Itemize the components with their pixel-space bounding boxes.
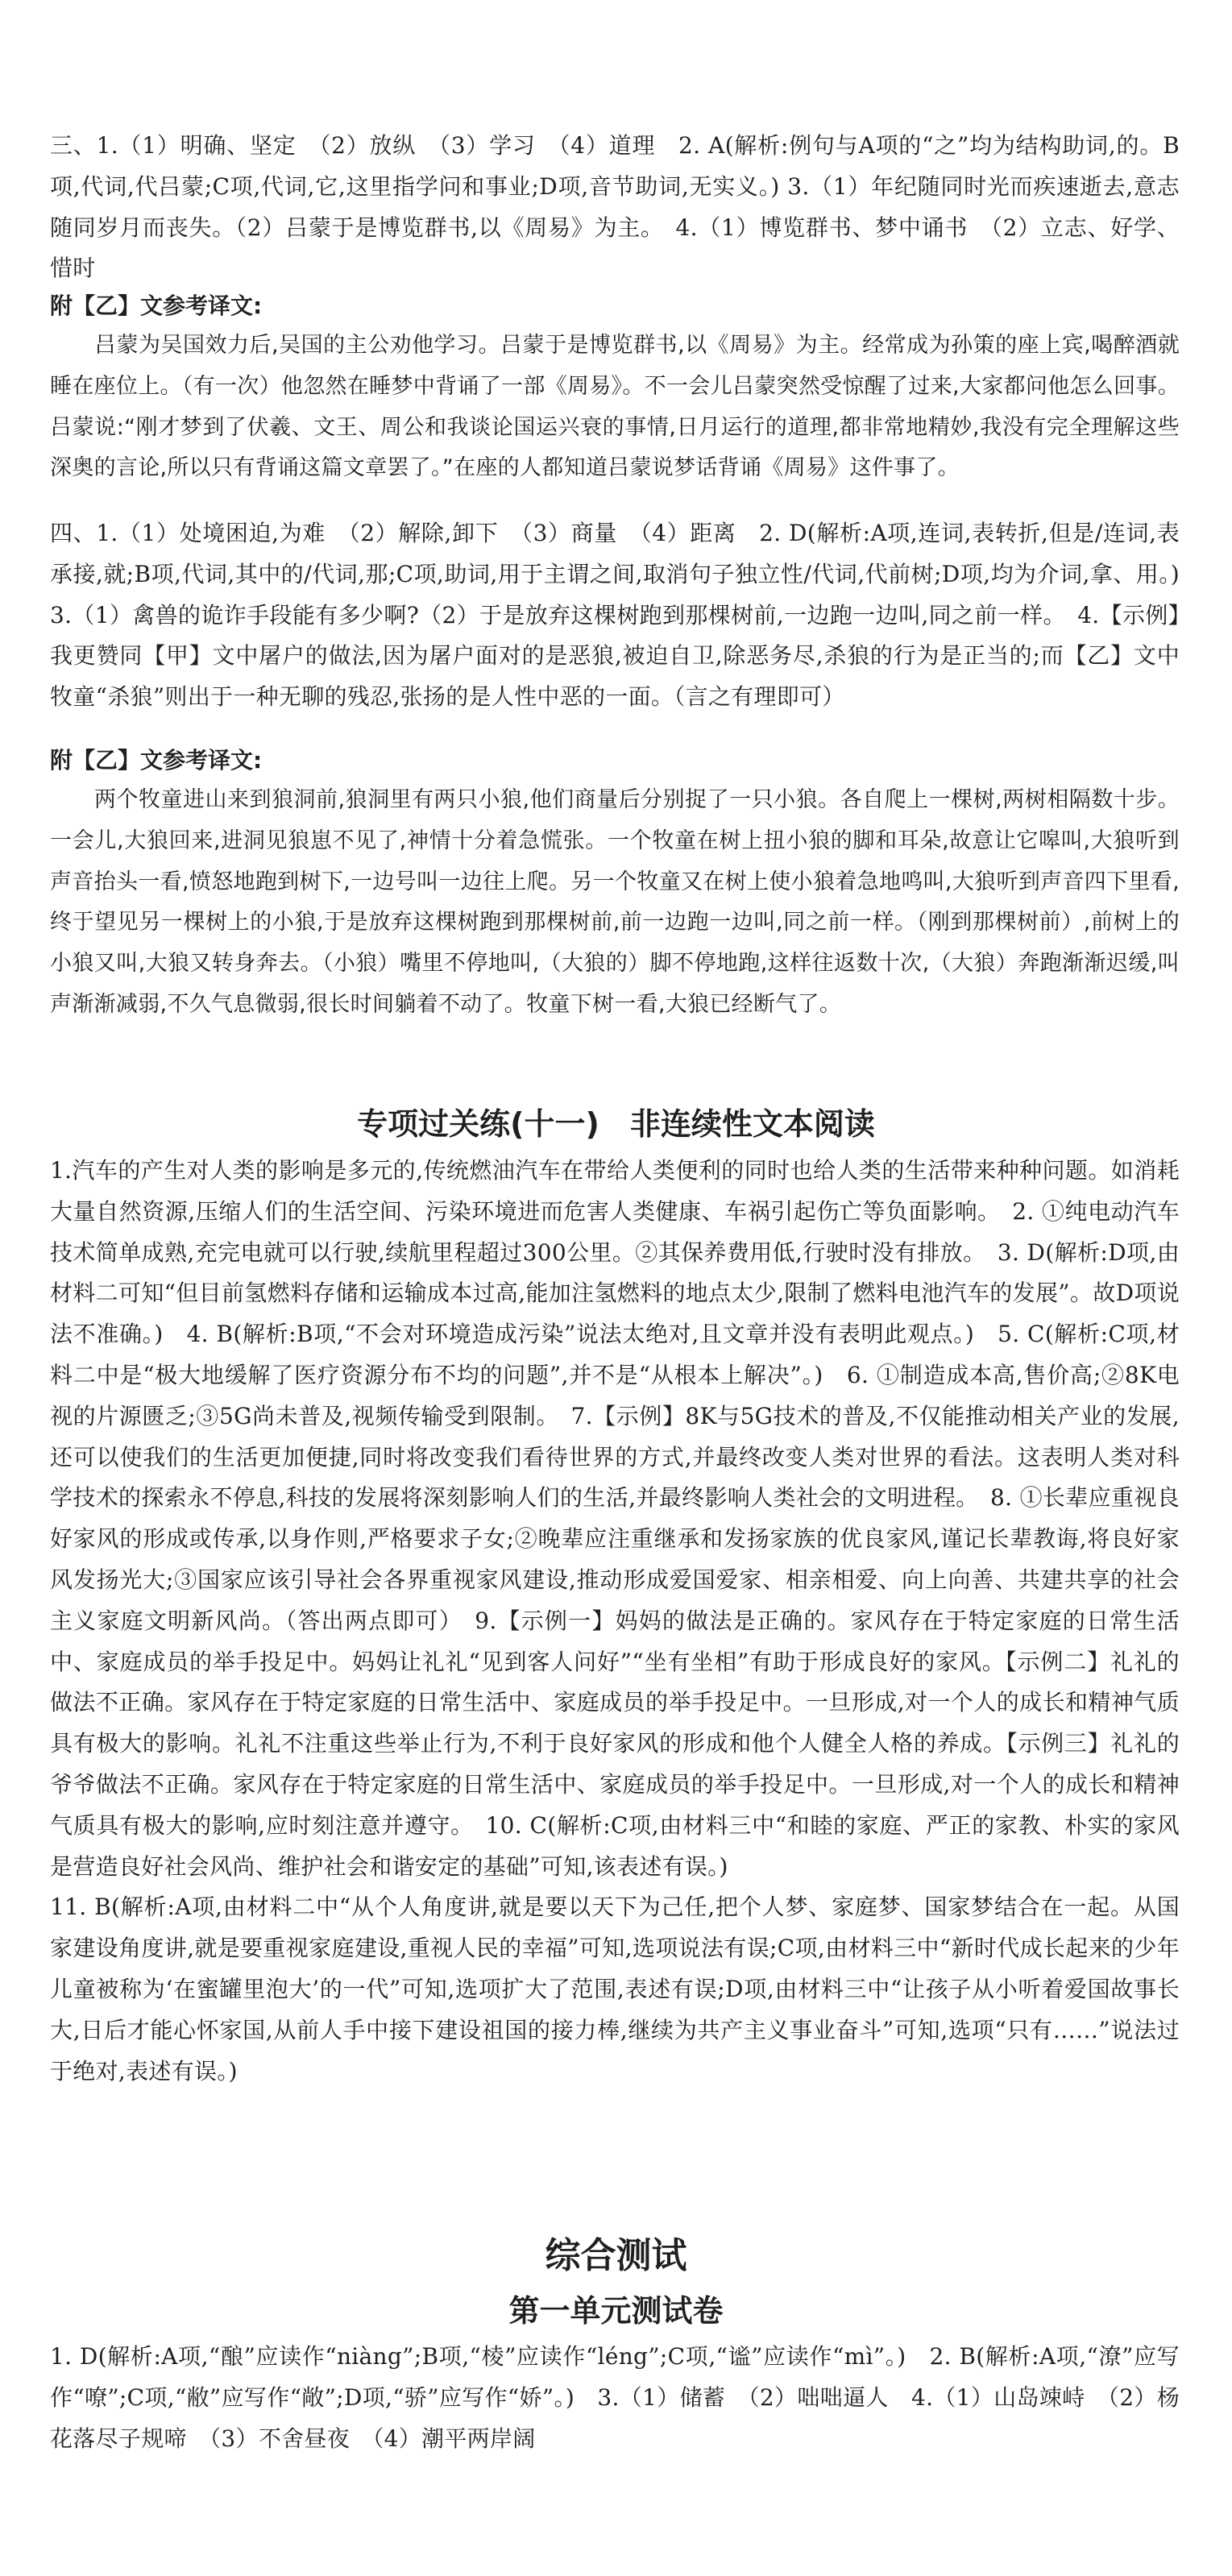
section-4-translation: 两个牧童进山来到狼洞前,狼洞里有两只小狼,他们商量后分别捉了一只小狼。各自爬上一棵树,两树相隔数十步。一会儿,大狼回来,进洞见狼崽不见了,神情十分着急慌张。一个牧童在树上扭小狼的脚和耳朵,故意让它嗥叫,大狼听到声音抬头一看,愤怒地跑到树下,一边号叫一边往上爬。另一个牧童又在树上使小狼着急地鸣叫,大狼听到声音四下里看,终于望见另一棵树上的小狼,于是放弃这棵树跑到那棵树前,前一边跑一边叫,同之前一样。（刚到那棵树前）,前树上的小狼又叫,大狼又转身奔去。（小狼）嘴里不停地叫,（大狼的）脚不停地跑,这样往返数十次,（大狼）奔跑渐渐迟缓,叫声渐渐减弱,不久气息微弱,很长时间躺着不动了。牧童下树一看,大狼已经断气了。 bbox=[50, 787, 1180, 1017]
section-11-title: 专项过关练(十一) 非连续性文本阅读 bbox=[357, 1106, 875, 1142]
section-11-answers: 1.汽车的产生对人类的影响是多元的,传统燃油汽车在带给人类便利的同时也给人类的生活带来种种问题。如消耗大量自然资源,压缩人们的生活空间、污染环境进而危害人类健康、车祸引起伤亡等负面影响。 2. ①纯电动汽车技术简单成熟,充完电就可以行驶,续航里程超过300公里。②其保养费用低,行驶时没有排放。 3. D(解析:D项,由材料二可知“但目前氢燃料存储和运输成本过高,能加注氢燃料的地点太少,限制了燃料电池汽车的发展”。故D项说法不准确。) 4. B(解析:B项,“不会对环境造成污染”说法太绝对,且文章并没有表明此观点。) 5. C(解析:C项,材料二中是“极大地缓解了医疗资源分布不均的问题”,并不是“从根本上解决”。) 6. ①制造成本高,售价高;②8K电视的片源匮乏;③5G尚未普及,视频传输受到限制。 7.【示例】8K与5G技术的普及,不仅能推动相关产业的发展,还可以使我们的生活更加便捷,同时将改变我们看待世界的方式,并最终改变人类对世界的看法。这表明人类对科学技术的探索永不停息,科技的发展将深刻影响人们的生活,并最终影响人类社会的文明进程。 8. ①长辈应重视良好家风的形成或传承,以身作则,严格要求子女;②晚辈应注重继承和发扬家族的优良家风,谨记长辈教诲,将良好家风发扬光大;③国家应该引导社会各界重视家风建设,推动形成爱国爱家、相亲相爱、向上向善、共建共享的社会主义家庭文明新风尚。（答出两点即可） 9.【示例一】妈妈的做法是正确的。家风存在于特定家庭的日常生活中、家庭成员的举手投足中。妈妈让礼礼“见到客人问好”“坐有坐相”有助于形成良好的家风。【示例二】礼礼的做法不正确。家风存在于特定家庭的日常生活中、家庭成员的举手投足中。一旦形成,对一个人的成长和精神气质具有极大的影响。礼礼不注重这些举止行为,不利于良好家风的形成和他个人健全人格的养成。【示例三】礼礼的爷爷做法不正确。家风存在于特定家庭的日常生活中、家庭成员的举手投足中。一旦形成,对一个人的成长和精神气质具有极大的影响,应时刻注意并遵守。 10. C(解析:C项,由材料三中“和睦的家庭、严正的家教、朴实的家风是营造良好社会风尚、维护社会和谐安定的基础”可知,该表述有误。) 11. B(解析:A项,由材料二中“从个人角度讲,就是要以天下为己任,把个人梦、家庭梦、国家梦结合在一起。从国家建设角度讲,就是要重视家庭建设,重视人民的幸福”可知,选项说法有误;C项,由材料三中“新时代成长起来的少年儿童被称为‘在蜜罐里泡大’的一代”可知,选项扩大了范围,表述有误;D项,由材料三中“让孩子从小听着爱国故事长大,日后才能心怀家国,从前人手中接下建设祖国的接力棒,继续为共产主义事业奋斗”可知,选项“只有……”说法过于绝对,表述有误。) bbox=[50, 1157, 1180, 2084]
comprehensive-test-title: 综合测试 bbox=[545, 2235, 687, 2276]
section-3-answers: 三、1.（1）明确、坚定 （2）放纵 （3）学习 （4）道理 2. A(解析:例句与A项的“之”均为结构助词,的。B项,代词,代吕蒙;C项,代词,它,这里指学问和事业;D项,音节助词,无实义。) 3.（1）年纪随同时光而疾速逝去,意志随同岁月而丧失。（2）吕蒙于是博览群书,以《周易》为主。 4.（1）博览群书、梦中诵书 （2）立志、好学、惜时 bbox=[50, 132, 1180, 282]
section-3-translation-heading: 附【乙】文参考译文: bbox=[50, 292, 263, 319]
section-4-answers: 四、1.（1）处境困迫,为难 （2）解除,卸下 （3）商量 （4）距离 2. D(解析:A项,连词,表转折,但是/连词,表承接,就;B项,代词,其中的/代词,那;C项,助词,用于主谓之间,取消句子独立性/代词,代前树;D项,均为介词,拿、用。) 3.（1）禽兽的诡诈手段能有多少啊?（2）于是放弃这棵树跑到那棵树前,一边跑一边叫,同之前一样。 4.【示例】我更赞同【甲】文中屠户的做法,因为屠户面对的是恶狼,被迫自卫,除恶务尽,杀狼的行为是正当的;而【乙】文中牧童“杀狼”则出于一种无聊的残忍,张扬的是人性中恶的一面。（言之有理即可） bbox=[50, 520, 1203, 711]
unit-1-test-title: 第一单元测试卷 bbox=[508, 2293, 724, 2329]
section-3-translation: 吕蒙为吴国效力后,吴国的主公劝他学习。吕蒙于是博览群书,以《周易》为主。经常成为孙策的座上宾,喝醉酒就睡在座位上。（有一次）他忽然在睡梦中背诵了一部《周易》。不一会儿吕蒙突然受惊醒了过来,大家都问他怎么回事。吕蒙说:“刚才梦到了伏羲、文王、周公和我谈论国运兴衰的事情,日月运行的道理,都非常地精妙,我没有完全理解这些深奥的言论,所以只有背诵这篇文章罢了。”在座的人都知道吕蒙说梦话背诵《周易》这件事了。 bbox=[50, 333, 1180, 481]
unit-1-answers: 1. D(解析:A项,“酿”应读作“niàng”;B项,“棱”应读作“léng”;C项,“谧”应读作“mì”。) 2. B(解析:A项,“潦”应写作“嘹”;C项,“敝”应写作“敞”;D项,“骄”应写作“娇”。) 3.（1）储蓄 （2）咄咄逼人 4.（1）山岛竦峙 （2）杨花落尽子规啼 （3）不舍昼夜 （4）潮平两岸阔 bbox=[50, 2343, 1180, 2452]
section-4-translation-heading: 附【乙】文参考译文: bbox=[50, 747, 263, 774]
